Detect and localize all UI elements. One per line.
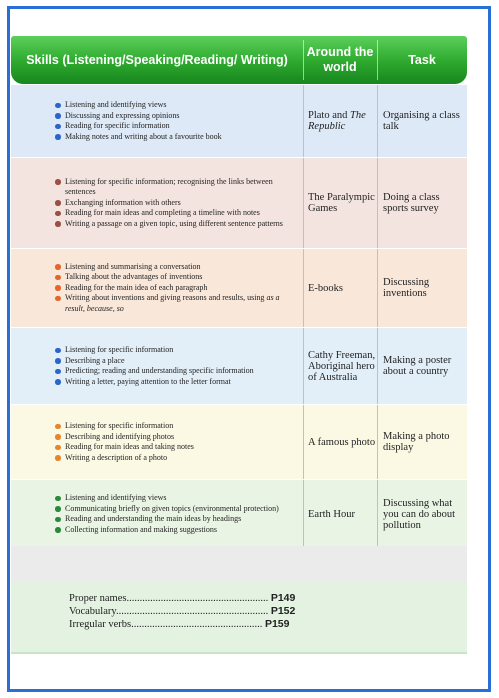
- skill-text: Listening and summarising a conversation: [65, 261, 201, 271]
- around-cell: [303, 480, 377, 548]
- around-cell: [303, 249, 377, 327]
- skills-list: [55, 493, 279, 535]
- skill-text: Talking about the advantages of inventions: [65, 272, 203, 282]
- bullet-icon: [55, 527, 61, 533]
- bullet-icon: [55, 348, 61, 354]
- skills-cell: [11, 480, 303, 548]
- around-text: The Paralympic Games: [308, 192, 375, 214]
- reference-label: Vocabulary: [69, 606, 116, 617]
- bullet-icon: [55, 379, 61, 385]
- list-item: [55, 442, 194, 453]
- bullet-icon: [55, 445, 61, 451]
- bullet-icon: [55, 285, 61, 291]
- list-item: [55, 272, 299, 283]
- table-row: [11, 404, 467, 479]
- reference-vocabulary[interactable]: [69, 605, 369, 618]
- reference-label: Irregular verbs: [69, 619, 132, 630]
- task-text: Doing a class sports survey: [383, 192, 440, 214]
- list-item: [55, 262, 299, 273]
- reference-page: P159: [264, 618, 290, 630]
- bullet-icon: [55, 424, 61, 430]
- bullet-icon: [55, 264, 61, 270]
- skill-text: Making notes and writing about a favourite book: [65, 131, 222, 141]
- skill-text: Reading for main ideas and taking notes: [65, 442, 194, 451]
- reference-leader: ..................................................: [131, 619, 263, 630]
- bullet-icon: [55, 517, 61, 523]
- skill-text: Collecting information and making suggestions: [65, 524, 217, 534]
- table-header: [11, 36, 467, 84]
- list-item: [55, 432, 194, 443]
- list-item: [55, 504, 279, 515]
- bullet-icon: [55, 506, 61, 512]
- list-item: [55, 366, 254, 377]
- bullet-icon: [55, 496, 61, 502]
- task-cell: [377, 405, 467, 479]
- skills-list: [55, 177, 299, 230]
- header-around-the-world: Around the world: [306, 45, 374, 74]
- table-row: [11, 157, 467, 248]
- skill-text: Listening and identifying views: [65, 493, 167, 502]
- skill-text: Reading for the main idea of each paragraph: [65, 282, 208, 292]
- list-item: [55, 132, 222, 143]
- task-text: Discussing inventions: [383, 277, 430, 299]
- skills-cell: [11, 85, 303, 157]
- list-item: [55, 283, 299, 294]
- around-text: Cathy Freeman, Aboriginal hero of Australia: [308, 349, 376, 383]
- list-item: [55, 121, 222, 132]
- table-row: [11, 84, 467, 157]
- task-cell: [377, 328, 467, 404]
- skills-cell: [11, 405, 303, 479]
- reference-page: P149: [270, 592, 296, 604]
- skill-text: Listening for specific information: [65, 345, 174, 354]
- list-item: [55, 377, 254, 388]
- skill-text: Reading for specific information: [65, 121, 170, 130]
- skills-cell: [11, 249, 303, 327]
- skill-text: Communicating briefly on given topics (environmental protection): [65, 503, 279, 513]
- list-item: [55, 198, 299, 209]
- around-text: Earth Hour: [308, 508, 355, 520]
- around-cell: [303, 328, 377, 404]
- bullet-icon: [55, 369, 61, 375]
- list-item: [55, 111, 222, 122]
- list-item: [55, 421, 194, 432]
- skills-list: [55, 421, 194, 463]
- task-text: Making a photo display: [383, 431, 450, 453]
- blank-band: [11, 546, 467, 582]
- bullet-icon: [55, 358, 61, 364]
- skills-list: [55, 262, 299, 315]
- skills-cell: [11, 158, 303, 248]
- skill-text: Discussing and expressing opinions: [65, 110, 180, 120]
- skill-text: Describing and identifying photos: [65, 431, 175, 441]
- list-item: [55, 219, 299, 230]
- bullet-icon: [55, 200, 61, 206]
- around-cell: [303, 158, 377, 248]
- skill-text: Writing a letter, paying attention to the letter format: [65, 376, 231, 386]
- skill-text: Reading and understanding the main ideas by headings: [65, 514, 242, 523]
- table-row: [11, 248, 467, 327]
- header-task: Task: [408, 52, 436, 67]
- skills-cell: [11, 328, 303, 404]
- bullet-icon: [55, 134, 61, 140]
- reference-leader: ......................................................: [126, 593, 269, 604]
- table-row: [11, 327, 467, 404]
- header-skills: Skills (Listening/Speaking/Reading/ Writing): [26, 52, 288, 67]
- task-cell: [377, 158, 467, 248]
- bullet-icon: [55, 124, 61, 130]
- bullet-icon: [55, 211, 61, 217]
- task-text: Making a poster about a country: [383, 355, 452, 377]
- skill-text: Exchanging information with others: [65, 197, 181, 207]
- around-text: A famous photo: [308, 436, 376, 448]
- skill-text: Writing a passage on a given topic, using different sentence patterns: [65, 218, 283, 228]
- skill-text: Listening and identifying views: [65, 100, 167, 109]
- around-cell: [303, 405, 377, 479]
- skill-text: Writing about inventions and giving reasons and results, using: [65, 293, 267, 303]
- reference-label: Proper names: [69, 593, 127, 604]
- task-cell: [377, 85, 467, 157]
- around-text: Plato and: [308, 110, 350, 121]
- skill-text: Listening for specific information: [65, 421, 174, 430]
- reference-page: P152: [270, 605, 296, 617]
- table-row: [11, 479, 467, 548]
- bullet-icon: [55, 103, 61, 109]
- skills-list: [55, 100, 222, 142]
- task-text: Discussing what you can do about pollution: [383, 497, 456, 531]
- appendix-references: [11, 582, 467, 654]
- bullet-icon: [55, 221, 61, 227]
- task-text: Organising a class talk: [383, 110, 460, 132]
- around-text: E-books: [308, 282, 343, 294]
- skill-italic-text: as a result, because, so: [65, 293, 280, 313]
- bullet-icon: [55, 455, 61, 461]
- list-item: [55, 293, 299, 314]
- task-cell: [377, 249, 467, 327]
- list-item: [55, 356, 254, 367]
- bullet-icon: [55, 275, 61, 281]
- list-item: [55, 525, 279, 536]
- list-item: [55, 100, 222, 111]
- list-item: [55, 514, 279, 525]
- skill-text: Describing a place: [65, 355, 125, 365]
- reference-leader: ..........................................................: [115, 606, 269, 617]
- bullet-icon: [55, 296, 61, 302]
- skill-text: Writing a description of a photo: [65, 452, 168, 462]
- bullet-icon: [55, 179, 61, 185]
- skill-text: Listening for specific information; recognising the links between sentences: [65, 176, 273, 197]
- reference-proper-names[interactable]: [69, 592, 369, 605]
- contents-table: [11, 36, 467, 548]
- task-cell: [377, 480, 467, 548]
- list-item: [55, 345, 254, 356]
- list-item: [55, 453, 194, 464]
- around-italic-text: The Republic: [308, 110, 366, 132]
- skill-text: Predicting; reading and understanding specific information: [65, 366, 254, 375]
- bullet-icon: [55, 434, 61, 440]
- list-item: [55, 493, 279, 504]
- list-item: [55, 208, 299, 219]
- around-cell: [303, 85, 377, 157]
- reference-irregular-verbs[interactable]: [69, 618, 369, 631]
- skills-list: [55, 345, 254, 387]
- bullet-icon: [55, 113, 61, 119]
- list-item: [55, 177, 299, 198]
- skill-text: Reading for main ideas and completing a timeline with notes: [65, 208, 260, 218]
